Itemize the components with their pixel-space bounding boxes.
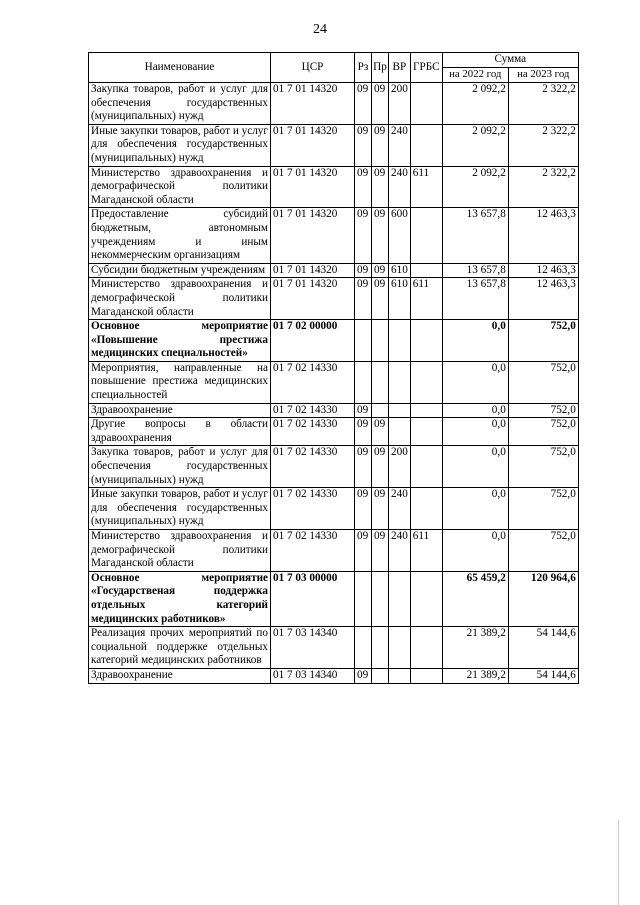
cell-sum-2023: 2 322,2 xyxy=(508,83,578,125)
cell-pr: 09 xyxy=(372,208,389,263)
cell-name: Закупка товаров, работ и услуг для обеспечения государственных (муниципальных) нужд xyxy=(89,83,271,125)
cell-name: Реализация прочих мероприятий по социальной поддержке отдельных категорий медицинских работников xyxy=(89,627,271,669)
cell-vr xyxy=(389,668,411,683)
cell-vr: 200 xyxy=(389,446,411,488)
cell-name: Иные закупки товаров, работ и услуг для обеспечения государственных (муниципальных) нужд xyxy=(89,124,271,166)
table-body xyxy=(89,83,579,684)
cell-rz: 09 xyxy=(355,208,372,263)
cell-sum-2022: 2 092,2 xyxy=(442,83,508,125)
cell-name: Предоставление субсидий бюджетным, автономным учреждениям и иным некоммерческим организациям xyxy=(89,208,271,263)
cell-sum-2022: 0,0 xyxy=(442,488,508,530)
table-row xyxy=(89,571,579,626)
cell-rz: 09 xyxy=(355,403,372,418)
cell-pr xyxy=(372,571,389,626)
cell-name: Другие вопросы в области здравоохранения xyxy=(89,418,271,446)
cell-grbs xyxy=(410,83,442,125)
cell-sum-2023: 54 144,6 xyxy=(508,668,578,683)
cell-rz: 09 xyxy=(355,263,372,278)
table-row xyxy=(89,320,579,362)
cell-csr: 01 7 01 14320 xyxy=(271,124,355,166)
cell-grbs xyxy=(410,668,442,683)
cell-rz: 09 xyxy=(355,166,372,208)
cell-sum-2022: 21 389,2 xyxy=(442,668,508,683)
cell-vr xyxy=(389,571,411,626)
cell-vr xyxy=(389,418,411,446)
cell-name: Основное мероприятие «Повышение престижа медицинских специальностей» xyxy=(89,320,271,362)
cell-vr: 240 xyxy=(389,166,411,208)
header-pr: Пр xyxy=(372,53,389,83)
table-row xyxy=(89,263,579,278)
cell-name: Основное мероприятие «Государственая поддержка отдельных категорий медицинских работников» xyxy=(89,571,271,626)
cell-name: Мероприятия, направленные на повышение престижа медицинских специальностей xyxy=(89,361,271,403)
table-row xyxy=(89,488,579,530)
cell-grbs xyxy=(410,418,442,446)
cell-sum-2023: 54 144,6 xyxy=(508,627,578,669)
cell-sum-2022: 0,0 xyxy=(442,418,508,446)
cell-csr: 01 7 03 00000 xyxy=(271,571,355,626)
header-grbs: ГРБС xyxy=(410,53,442,83)
cell-sum-2022: 0,0 xyxy=(442,403,508,418)
cell-name: Закупка товаров, работ и услуг для обеспечения государственных (муниципальных) нужд xyxy=(89,446,271,488)
cell-csr: 01 7 03 14340 xyxy=(271,668,355,683)
cell-grbs xyxy=(410,627,442,669)
cell-vr xyxy=(389,320,411,362)
cell-vr xyxy=(389,627,411,669)
cell-pr xyxy=(372,320,389,362)
cell-sum-2022: 0,0 xyxy=(442,320,508,362)
cell-grbs xyxy=(410,488,442,530)
cell-grbs xyxy=(410,320,442,362)
cell-vr: 240 xyxy=(389,530,411,572)
cell-pr xyxy=(372,403,389,418)
cell-csr: 01 7 02 00000 xyxy=(271,320,355,362)
header-sum: Сумма xyxy=(442,53,578,68)
cell-sum-2023: 752,0 xyxy=(508,361,578,403)
cell-sum-2023: 12 463,3 xyxy=(508,278,578,320)
cell-sum-2023: 752,0 xyxy=(508,320,578,362)
cell-rz: 09 xyxy=(355,124,372,166)
table-row xyxy=(89,166,579,208)
cell-csr: 01 7 01 14320 xyxy=(271,263,355,278)
cell-grbs xyxy=(410,361,442,403)
cell-sum-2023: 2 322,2 xyxy=(508,124,578,166)
cell-rz: 09 xyxy=(355,668,372,683)
cell-rz: 09 xyxy=(355,488,372,530)
cell-csr: 01 7 01 14320 xyxy=(271,278,355,320)
cell-pr: 09 xyxy=(372,278,389,320)
cell-csr: 01 7 02 14330 xyxy=(271,361,355,403)
cell-sum-2023: 752,0 xyxy=(508,530,578,572)
table-row xyxy=(89,530,579,572)
cell-pr: 09 xyxy=(372,263,389,278)
cell-grbs: 611 xyxy=(410,166,442,208)
cell-sum-2022: 0,0 xyxy=(442,446,508,488)
cell-sum-2022: 2 092,2 xyxy=(442,166,508,208)
cell-csr: 01 7 02 14330 xyxy=(271,488,355,530)
cell-rz: 09 xyxy=(355,83,372,125)
cell-csr: 01 7 01 14320 xyxy=(271,208,355,263)
table-row xyxy=(89,446,579,488)
cell-pr: 09 xyxy=(372,166,389,208)
cell-rz: 09 xyxy=(355,278,372,320)
cell-sum-2023: 2 322,2 xyxy=(508,166,578,208)
cell-grbs: 611 xyxy=(410,278,442,320)
cell-pr: 09 xyxy=(372,124,389,166)
cell-sum-2023: 12 463,3 xyxy=(508,208,578,263)
cell-sum-2023: 120 964,6 xyxy=(508,571,578,626)
cell-sum-2023: 752,0 xyxy=(508,446,578,488)
table-row xyxy=(89,627,579,669)
cell-name: Министерство здравоохранения и демографической политики Магаданской области xyxy=(89,530,271,572)
cell-vr xyxy=(389,403,411,418)
cell-grbs xyxy=(410,403,442,418)
cell-pr: 09 xyxy=(372,83,389,125)
header-csr: ЦСР xyxy=(271,53,355,83)
cell-sum-2022: 13 657,8 xyxy=(442,208,508,263)
cell-sum-2022: 2 092,2 xyxy=(442,124,508,166)
cell-sum-2022: 21 389,2 xyxy=(442,627,508,669)
cell-grbs xyxy=(410,208,442,263)
cell-pr: 09 xyxy=(372,530,389,572)
cell-csr: 01 7 01 14320 xyxy=(271,83,355,125)
table-row xyxy=(89,278,579,320)
cell-rz: 09 xyxy=(355,530,372,572)
cell-vr: 200 xyxy=(389,83,411,125)
header-year-2023: на 2023 год xyxy=(508,68,578,83)
cell-rz xyxy=(355,320,372,362)
cell-pr: 09 xyxy=(372,488,389,530)
cell-sum-2023: 752,0 xyxy=(508,403,578,418)
cell-rz xyxy=(355,627,372,669)
table-row xyxy=(89,83,579,125)
cell-sum-2023: 752,0 xyxy=(508,418,578,446)
cell-rz xyxy=(355,361,372,403)
cell-grbs xyxy=(410,446,442,488)
header-name: Наименование xyxy=(89,53,271,83)
cell-rz xyxy=(355,571,372,626)
cell-sum-2023: 752,0 xyxy=(508,488,578,530)
cell-pr: 09 xyxy=(372,418,389,446)
cell-vr: 600 xyxy=(389,208,411,263)
cell-vr: 240 xyxy=(389,124,411,166)
cell-grbs xyxy=(410,571,442,626)
cell-name: Министерство здравоохранения и демографической политики Магаданской области xyxy=(89,278,271,320)
cell-csr: 01 7 02 14330 xyxy=(271,446,355,488)
cell-pr xyxy=(372,627,389,669)
table-header xyxy=(89,53,579,83)
cell-rz: 09 xyxy=(355,418,372,446)
table-row xyxy=(89,361,579,403)
cell-vr: 240 xyxy=(389,488,411,530)
cell-csr: 01 7 02 14330 xyxy=(271,403,355,418)
cell-grbs xyxy=(410,124,442,166)
cell-csr: 01 7 02 14330 xyxy=(271,418,355,446)
page-number: 24 xyxy=(313,22,327,37)
cell-pr xyxy=(372,668,389,683)
cell-rz: 09 xyxy=(355,446,372,488)
header-rz: Рз xyxy=(355,53,372,83)
cell-csr: 01 7 01 14320 xyxy=(271,166,355,208)
cell-name: Иные закупки товаров, работ и услуг для обеспечения государственных (муниципальных) нужд xyxy=(89,488,271,530)
cell-csr: 01 7 02 14330 xyxy=(271,530,355,572)
cell-csr: 01 7 03 14340 xyxy=(271,627,355,669)
cell-pr xyxy=(372,361,389,403)
cell-sum-2022: 0,0 xyxy=(442,530,508,572)
table-row xyxy=(89,668,579,683)
table-row xyxy=(89,208,579,263)
table-row xyxy=(89,403,579,418)
cell-name: Здравоохранение xyxy=(89,668,271,683)
cell-sum-2023: 12 463,3 xyxy=(508,263,578,278)
table-row xyxy=(89,124,579,166)
cell-sum-2022: 13 657,8 xyxy=(442,278,508,320)
header-year-2022: на 2022 год xyxy=(442,68,508,83)
header-vr: ВР xyxy=(389,53,411,83)
cell-vr: 610 xyxy=(389,278,411,320)
cell-name: Министерство здравоохранения и демографической политики Магаданской области xyxy=(89,166,271,208)
cell-name: Здравоохранение xyxy=(89,403,271,418)
cell-sum-2022: 0,0 xyxy=(442,361,508,403)
cell-sum-2022: 13 657,8 xyxy=(442,263,508,278)
cell-vr: 610 xyxy=(389,263,411,278)
scan-edge-line xyxy=(618,820,619,905)
cell-sum-2022: 65 459,2 xyxy=(442,571,508,626)
cell-pr: 09 xyxy=(372,446,389,488)
budget-table xyxy=(88,52,579,684)
table-row xyxy=(89,418,579,446)
cell-grbs: 611 xyxy=(410,530,442,572)
cell-grbs xyxy=(410,263,442,278)
cell-vr xyxy=(389,361,411,403)
cell-name: Субсидии бюджетным учреждениям xyxy=(89,263,271,278)
